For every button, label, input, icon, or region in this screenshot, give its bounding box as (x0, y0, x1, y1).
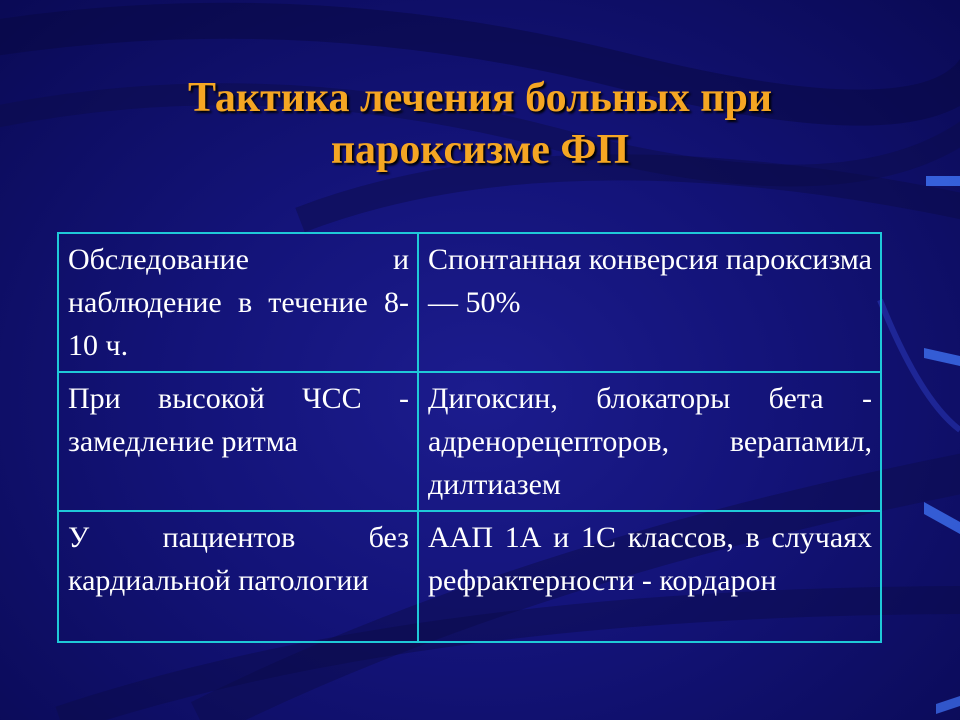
slide-title-line-2: пароксизме ФП (330, 127, 630, 173)
slide-title (0, 72, 960, 176)
slide-title-line-1: Тактика лечения больных при (187, 75, 773, 121)
table-cell-treatment: ААП 1А и 1С классов, в случаях рефрактерности - кордарон (418, 511, 881, 642)
table-row (58, 372, 881, 511)
table-cell-condition: Обследование и наблюдение в течение 8-10 ч. (58, 233, 418, 372)
table-cell-condition: У пациентов без кардиальной патологии (58, 511, 418, 642)
table-cell-treatment: Дигоксин, блокаторы бета - адренорецепторов, верапамил, дилтиазем (418, 372, 881, 511)
treatment-table (57, 232, 882, 643)
table-cell-treatment: Спонтанная конверсия пароксизма — 50% (418, 233, 881, 372)
table-row (58, 233, 881, 372)
table-cell-condition: При высокой ЧСС - замедление ритма (58, 372, 418, 511)
table-row (58, 511, 881, 642)
